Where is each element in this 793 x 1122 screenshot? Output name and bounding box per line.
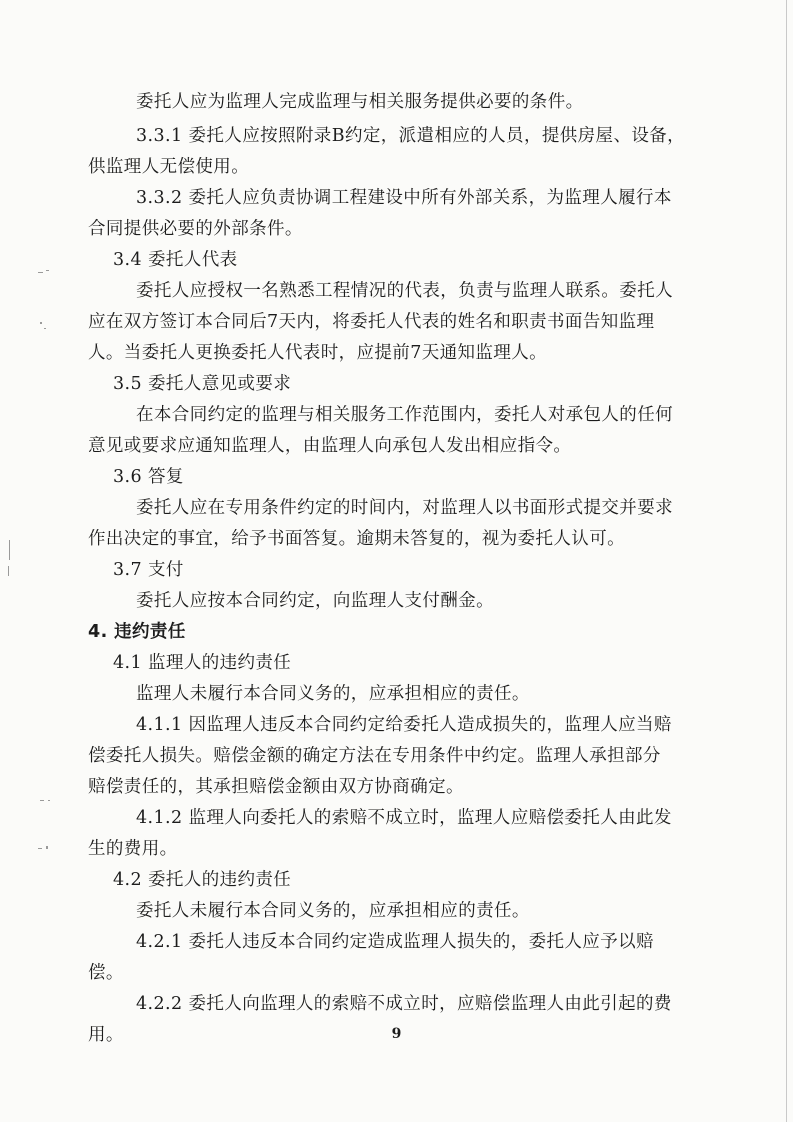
section-4-2-line-1: 委托人未履行本合同义务的，应承担相应的责任。 <box>136 901 530 921</box>
clause-4-1-1-line-3: 赔偿责任的，其承担赔偿金额由双方协商确定。 <box>88 777 464 797</box>
clause-4-2-2-line-1: 4.2.2 委托人向监理人的索赔不成立时，应赔偿监理人由此引起的费 <box>136 994 672 1014</box>
scan-speck <box>38 272 43 273</box>
section-4-1-title: 4.1 监理人的违约责任 <box>113 653 292 673</box>
page-number: 9 <box>391 1026 402 1042</box>
section-3-7-title: 3.7 支付 <box>113 560 184 580</box>
scan-speck <box>48 800 50 801</box>
section-3-4-line-1: 委托人应授权一名熟悉工程情况的代表，负责与监理人联系。委托人 <box>136 281 673 301</box>
clause-3-3-2-line-2: 合同提供必要的外部条件。 <box>88 219 303 239</box>
scan-speck <box>46 270 49 271</box>
scan-speck <box>44 328 46 329</box>
section-3-7-line-1: 委托人应按本合同约定，向监理人支付酬金。 <box>136 591 494 611</box>
clause-4-1-2-line-1: 4.1.2 监理人向委托人的索赔不成立时，监理人应赔偿委托人由此发 <box>136 808 672 828</box>
chapter-4-heading: 4. 违约责任 <box>88 622 186 642</box>
section-4-1-line-1: 监理人未履行本合同义务的，应承担相应的责任。 <box>136 684 530 704</box>
paragraph-3-3-intro: 委托人应为监理人完成监理与相关服务提供必要的条件。 <box>136 92 584 112</box>
scan-speck <box>38 848 42 849</box>
scan-speck <box>40 800 44 801</box>
clause-4-1-1-line-2: 偿委托人损失。赔偿金额的确定方法在专用条件中约定。监理人承担部分 <box>88 746 661 766</box>
scan-edge <box>786 0 787 1122</box>
section-3-5-line-1: 在本合同约定的监理与相关服务工作范围内，委托人对承包人的任何 <box>136 405 673 425</box>
scan-speck <box>8 566 9 576</box>
clause-4-2-1-line-1: 4.2.1 委托人违反本合同约定造成监理人损失的，委托人应予以赔 <box>136 932 654 952</box>
scan-speck <box>40 322 42 324</box>
clause-3-3-2-line-1: 3.3.2 委托人应负责协调工程建设中所有外部关系，为监理人履行本 <box>136 188 672 208</box>
section-4-2-title: 4.2 委托人的违约责任 <box>113 870 292 890</box>
clause-4-1-2-line-2: 生的费用。 <box>88 839 178 859</box>
section-3-4-line-3: 人。当委托人更换委托人代表时，应提前7天通知监理人。 <box>88 343 548 363</box>
scan-speck <box>46 846 48 849</box>
section-3-6-line-1: 委托人应在专用条件约定的时间内，对监理人以书面形式提交并要求 <box>136 498 673 518</box>
section-3-5-title: 3.5 委托人意见或要求 <box>113 374 292 394</box>
clause-4-1-1-line-1: 4.1.1 因监理人违反本合同约定给委托人造成损失的，监理人应当赔 <box>136 715 672 735</box>
clause-4-2-2-line-2: 用。 <box>88 1025 124 1045</box>
clause-3-3-1-line-2: 供监理人无偿使用。 <box>88 157 250 177</box>
section-3-4-line-2: 应在双方签订本合同后7天内，将委托人代表的姓名和职责书面告知监理 <box>88 312 655 332</box>
clause-3-3-1-line-1: 3.3.1 委托人应按照附录B约定，派遣相应的人员，提供房屋、设备， <box>136 126 686 146</box>
section-3-5-line-2: 意见或要求应通知监理人，由监理人向承包人发出相应指令。 <box>88 436 572 456</box>
scan-speck <box>9 540 10 560</box>
clause-4-2-1-line-2: 偿。 <box>88 963 124 983</box>
section-3-6-title: 3.6 答复 <box>113 467 184 487</box>
section-3-6-line-2: 作出决定的事宜，给予书面答复。逾期未答复的，视为委托人认可。 <box>88 529 625 549</box>
section-3-4-title: 3.4 委托人代表 <box>113 250 238 270</box>
